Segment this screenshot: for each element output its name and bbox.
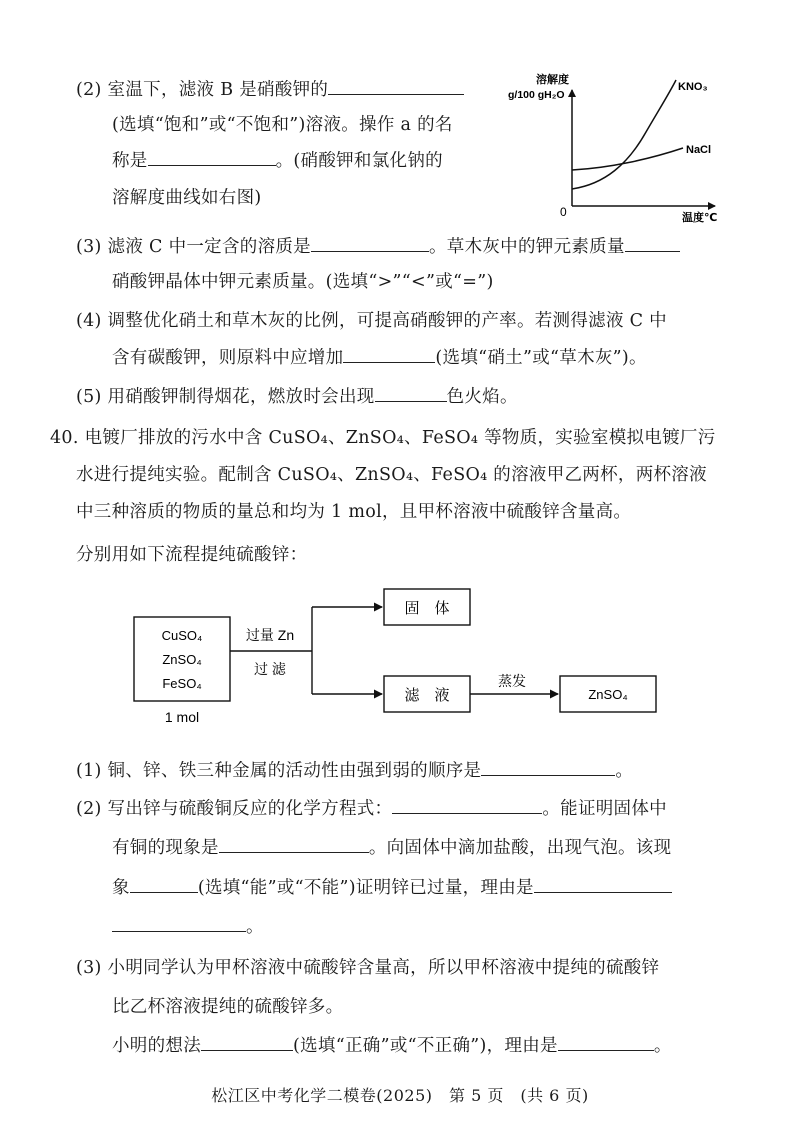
q39-p2-line2: (选填“饱和”或“不饱和”)溶液。操作 a 的名 [112, 115, 453, 135]
q40-intro-line2: 水进行提纯实验。配制含 CuSO₄、ZnSO₄、FeSO₄ 的溶液甲乙两杯，两杯溶液 [76, 465, 707, 485]
answer-blank[interactable] [201, 1036, 293, 1051]
q40-intro-line3: 中三种溶质的物质的量总和均为 1 mol，且甲杯溶液中硫酸锌含量高。 [76, 502, 632, 522]
answer-blank[interactable] [558, 1036, 654, 1051]
q40-p3-line3: 小明的想法 (选填“正确”或“不正确”)，理由是 。 [112, 1036, 672, 1056]
q40-p2-line1: (2) 写出锌与硫酸铜反应的化学方程式： 。能证明固体中 [76, 799, 667, 819]
product-label: ZnSO₄ [588, 687, 628, 702]
q39-p3-line1: (3) 滤液 C 中一定含的溶质是 。草木灰中的钾元素质量 [76, 233, 680, 258]
answer-blank[interactable] [219, 838, 369, 853]
series-label-nacl: NaCl [686, 144, 712, 156]
answer-blank[interactable] [130, 878, 198, 893]
q40-p2-line4: 。 [112, 913, 264, 938]
q39-p2-line3: 称是 。(硝酸钾和氯化钠的 [112, 151, 443, 171]
q40-intro-line4: 分别用如下流程提纯硫酸锌： [76, 545, 308, 565]
origin-label: 0 [560, 205, 567, 219]
series-label-kno3: KNO₃ [678, 81, 708, 93]
answer-blank[interactable] [481, 761, 615, 776]
answer-blank[interactable] [392, 799, 542, 814]
q40-p3-line2: 比乙杯溶液提纯的硫酸锌多。 [112, 997, 344, 1017]
q40-p1-line1: (1) 铜、锌、铁三种金属的活动性由强到弱的顺序是 。 [76, 761, 634, 781]
page-footer: 松江区中考化学二模卷(2025) 第 5 页 (共 6 页) [211, 1086, 589, 1105]
q39-p5-line1: (5) 用硝酸钾制得烟花，燃放时会出现 色火焰。 [76, 387, 518, 407]
q39-p4-line2: 含有碳酸钾，则原料中应增加 (选填“硝土”或“草木灰”)。 [112, 348, 647, 368]
start-line-cuso4: CuSO₄ [161, 628, 203, 643]
q40-intro-line1: 40. 电镀厂排放的污水中含 CuSO₄、ZnSO₄、FeSO₄ 等物质，实验室模拟电镀厂污 [50, 428, 716, 448]
answer-blank[interactable] [534, 878, 672, 893]
q39-p2-line4: 溶解度曲线如右图) [112, 188, 262, 208]
step1-label-bottom: 过 滤 [254, 661, 286, 677]
q40-p2-line2: 有铜的现象是 。向固体中滴加盐酸，出现气泡。该现 [112, 838, 672, 858]
start-amount: 1 mol [164, 709, 200, 725]
q39-p3-line2: 硝酸钾晶体中钾元素质量。(选填“>”“<”或“=”) [112, 272, 494, 292]
solid-label: 固 体 [404, 600, 450, 617]
q40-p2-line3: 象 (选填“能”或“不能”)证明锌已过量，理由是 [112, 874, 672, 899]
q40-p3-line1: (3) 小明同学认为甲杯溶液中硫酸锌含量高，所以甲杯溶液中提纯的硫酸锌 [76, 958, 660, 978]
step2-label: 蒸发 [498, 673, 526, 689]
x-axis-label: 温度℃ [682, 212, 718, 224]
filtrate-label: 滤 液 [404, 687, 450, 704]
y-axis-label-1: 溶解度 [536, 74, 569, 86]
start-line-feso4: FeSO₄ [162, 676, 202, 691]
q39-p2-line1: (2) 室温下，滤液 B 是硝酸钾的 [76, 76, 464, 101]
y-axis-label-2: g/100 gH₂O [508, 89, 565, 101]
step1-label-top: 过量 Zn [245, 627, 295, 643]
answer-blank[interactable] [112, 917, 246, 932]
q39-p4-line1: (4) 调整优化硝土和草木灰的比例，可提高硝酸钾的产率。若测得滤液 C 中 [76, 311, 667, 331]
start-line-znso4: ZnSO₄ [162, 652, 202, 667]
